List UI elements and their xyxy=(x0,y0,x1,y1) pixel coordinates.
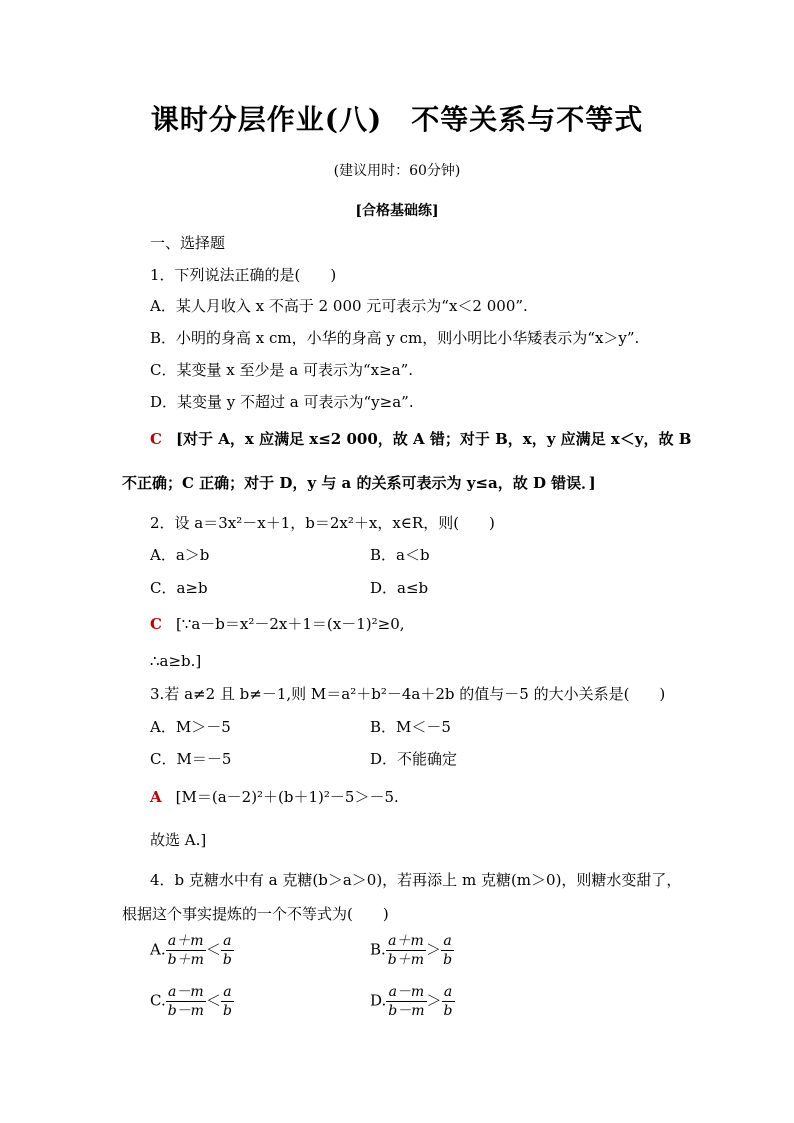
q2-answer-text-1: [∵a－b＝x²－2x＋1＝(x－1)²≥0, xyxy=(175,615,405,633)
q1-option-c: C．某变量 x 至少是 a 可表示为“x≥a”. xyxy=(150,361,414,379)
q3-answer-text-2: 故选 A.] xyxy=(150,831,207,849)
q2-option-d: D．a≤b xyxy=(370,579,429,597)
q3-answer xyxy=(150,786,399,807)
q3-option-a: A．M＞－5 xyxy=(150,718,231,736)
q2-answer-text-2: ∴a≥b.] xyxy=(150,652,202,670)
q2-option-a: A．a＞b xyxy=(150,546,210,564)
q3-answer-text-1: [M＝(a－2)²＋(b＋1)²－5＞－5. xyxy=(175,788,399,806)
q4-option-a: A. $\frac{a+m}{b+m}$ ＜ $\frac{a}{b}$ xyxy=(150,933,232,968)
q2-answer-letter: C xyxy=(150,615,162,633)
q1-stem: 1．下列说法正确的是( ) xyxy=(150,266,337,284)
q3-option-b: B．M＜－5 xyxy=(370,718,451,736)
q4-stem-line-2: 根据这个事实提炼的一个不等式为( ) xyxy=(122,905,389,923)
page-title: 课时分层作业(八) 不等关系与不等式 xyxy=(150,103,644,136)
q1-option-a: A．某人月收入 x 不高于 2 000 元可表示为“x＜2 000”. xyxy=(150,297,528,315)
q4-option-c: C. $\frac{a-m}{b-m}$ ＜ $\frac{a}{b}$ xyxy=(150,984,232,1019)
suggested-time: (建议用时：60分钟) xyxy=(333,163,461,179)
q2-option-b: B．a＜b xyxy=(370,546,430,564)
q4-option-d: D. $\frac{a-m}{b-m}$ ＞ $\frac{a}{b}$ xyxy=(370,984,453,1019)
q1-answer-text-2: 不正确；C 正确；对于 D，y 与 a 的关系可表示为 y≤a，故 D 错误．] xyxy=(122,474,596,492)
q2-answer xyxy=(150,613,405,634)
q3-option-d: D．不能确定 xyxy=(370,750,458,768)
q2-stem: 2．设 a＝3x²－x＋1，b＝2x²＋x，x∈R，则( ) xyxy=(150,514,495,532)
q4-stem-line-1: 4．b 克糖水中有 a 克糖(b＞a＞0)，若再添上 m 克糖(m＞0)，则糖水变甜了， xyxy=(150,871,682,889)
part-heading: 一、选择题 xyxy=(150,234,226,252)
q3-answer-letter: A xyxy=(150,788,162,806)
q3-stem: 3.若 a≠2 且 b≠－1,则 M＝a²＋b²－4a＋2b 的值与－5 的大小关系是( ) xyxy=(150,685,666,703)
q4-option-b: B. $\frac{a+m}{b+m}$ ＞ $\frac{a}{b}$ xyxy=(370,933,453,968)
q1-option-b: B．小明的身高 x cm，小华的身高 y cm，则小明比小华矮表示为“x＞y”. xyxy=(150,329,640,347)
q2-option-c: C．a≥b xyxy=(150,579,208,597)
q1-option-d: D．某变量 y 不超过 a 可表示为“y≥a”. xyxy=(150,393,414,411)
section-heading: [合格基础练] xyxy=(355,203,439,219)
q1-answer-text-1: [对于 A，x 应满足 x≤2 000，故 A 错；对于 B，x，y 应满足 x＜y，故 B xyxy=(175,430,692,448)
q3-option-c: C．M＝－5 xyxy=(150,750,232,768)
q1-answer-letter: C xyxy=(150,430,162,448)
q1-answer xyxy=(150,428,691,449)
